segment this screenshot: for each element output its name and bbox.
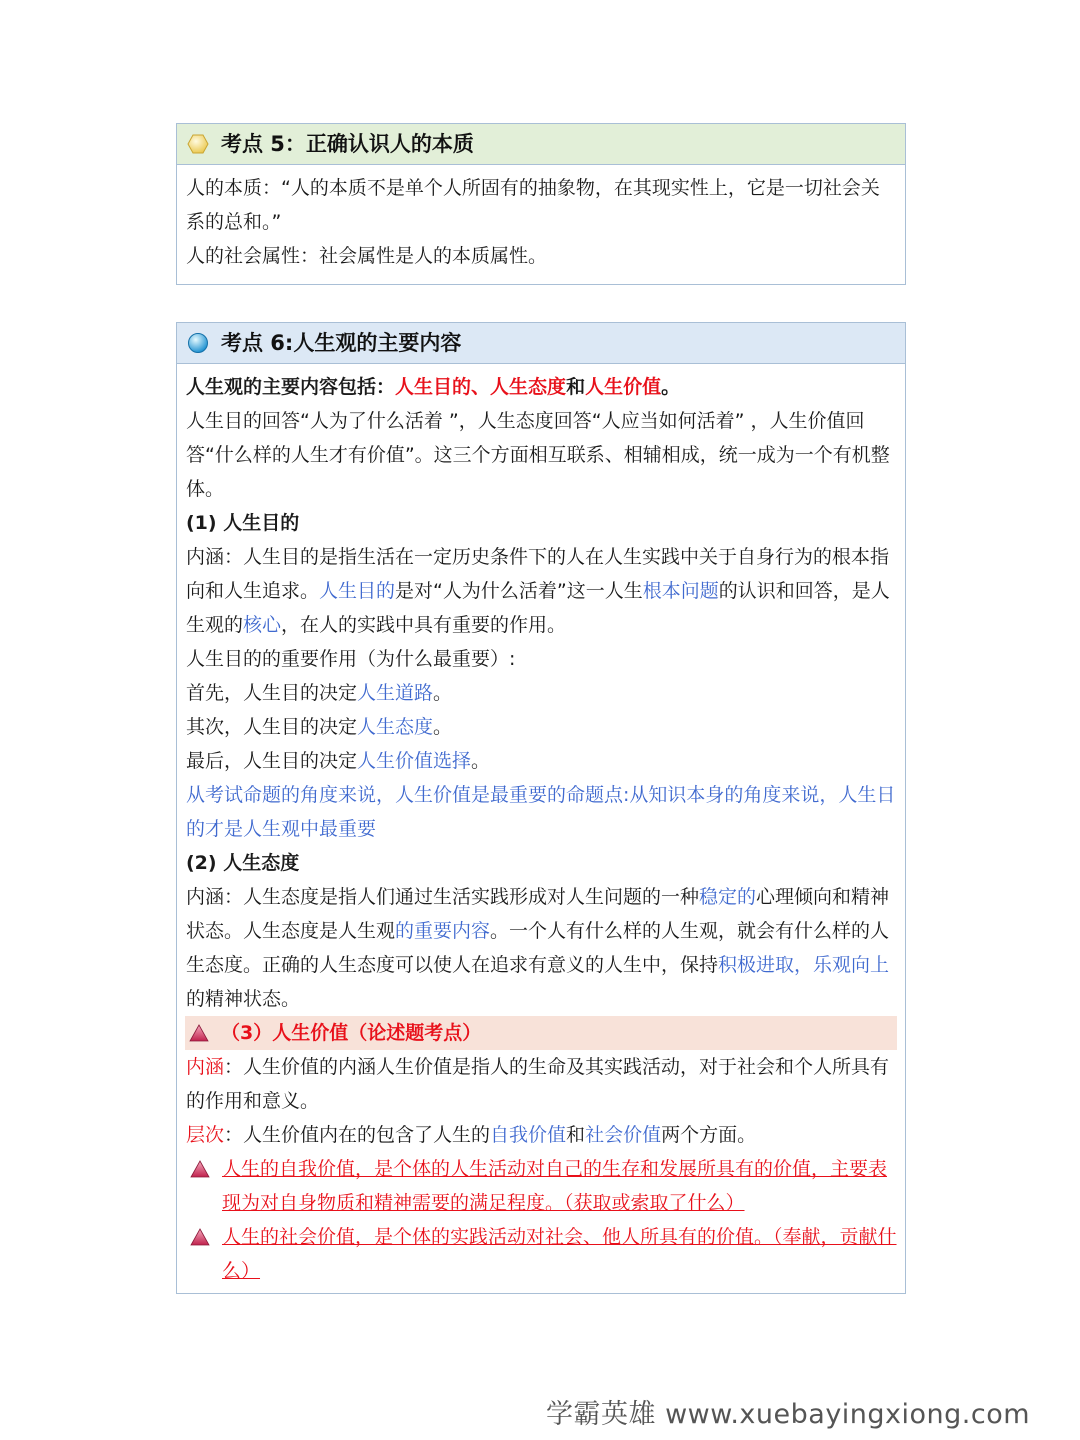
bullet-self-value-text: 人生的自我价值，是个体的人生活动对自己的生存和发展所具有的价值，主要表现为对自身物质和精神需要的满足程度。（获取或索取了什么） [222,1158,888,1214]
triangle-icon [190,1160,210,1178]
attitude-definition: 内涵：人生态度是指人们通过生活实践形成对人生问题的一种稳定的心理倾向和精神状态。人生态度是人生观的重要内容。一个人有什么样的人生观，就会有什么样的人生态度。正确的人生态度可以使人在追求有意义的人生中，保持积极进取，乐观向上的精神状态。 [186,886,890,1010]
purpose-last: 最后，人生目的决定人生价值选择。 [186,750,491,772]
keyword-life-attitude: 人生态度 [490,376,567,398]
social-attribute-text: 人的社会属性：社会属性是人的本质属性。 [186,245,548,267]
subsection-2-heading: (2) 人生态度 [186,852,300,874]
section-6-box [176,322,906,1294]
footer-watermark: 学霸英雄 www.xuebayingxiong.com [546,1399,1031,1430]
circle-icon [187,332,209,354]
value-definition: 内涵：人生价值的内涵人生价值是指人的生命及其实践活动，对于社会和个人所具有的作用和意义。 [186,1056,890,1112]
subsection-3-heading: （3）人生价值（论述题考点） [221,1022,482,1044]
section-6-title: 考点 6:人生观的主要内容 [221,331,462,355]
triangle-icon [190,1228,210,1246]
section-5-title: 考点 5：正确认识人的本质 [221,132,474,156]
essence-text: 人的本质：“人的本质不是单个人所固有的抽象物，在其现实性上，它是一切社会关系的总和。” [186,177,880,233]
section-5-header [177,124,905,165]
exam-note: 从考试命题的角度来说，人生价值是最重要的命题点:从知识本身的角度来说，人生日的才是人生观中最重要 [186,784,896,840]
purpose-definition: 内涵：人生目的是指生活在一定历史条件下的人在人生实践中关于自身行为的根本指向和人生追求。人生目的是对“人为什么活着”这一人生根本问题的认识和回答，是人生观的核心，在人的实践中具有重要的作用。 [186,546,890,636]
subsection-1-heading: (1) 人生目的 [186,512,300,534]
purpose-second: 其次，人生目的决定人生态度。 [186,716,453,738]
value-levels: 层次：人生价值内在的包含了人生的自我价值和社会价值两个方面。 [186,1124,757,1146]
section-5-box [176,123,906,285]
keyword-life-value: 人生价值 [585,376,662,398]
keyword-life-purpose: 人生目的 [395,376,472,398]
triangle-icon [189,1024,209,1042]
purpose-first: 首先，人生目的决定人生道路。 [186,682,453,704]
overview-paragraph: 人生目的回答“人为了什么活着 ”，人生态度回答“人应当如何活着” ，人生价值回答“什么样的人生才有价值”。这三个方面相互联系、相辅相成，统一成为一个有机整体。 [186,410,890,500]
bullet-self-value [186,1152,897,1220]
intro-line: 人生观的主要内容包括：人生目的、人生态度和人生价值。 [186,376,681,398]
hexagon-icon [187,133,209,155]
subsection-3-heading-bar [185,1016,897,1050]
bullet-social-value [186,1220,897,1288]
bullet-social-value-text: 人生的社会价值，是个体的实践活动对社会、他人所具有的价值。（奉献，贡献什么） [222,1226,897,1282]
purpose-importance: 人生目的的重要作用（为什么最重要）: [186,648,516,670]
section-6-header [177,323,905,364]
